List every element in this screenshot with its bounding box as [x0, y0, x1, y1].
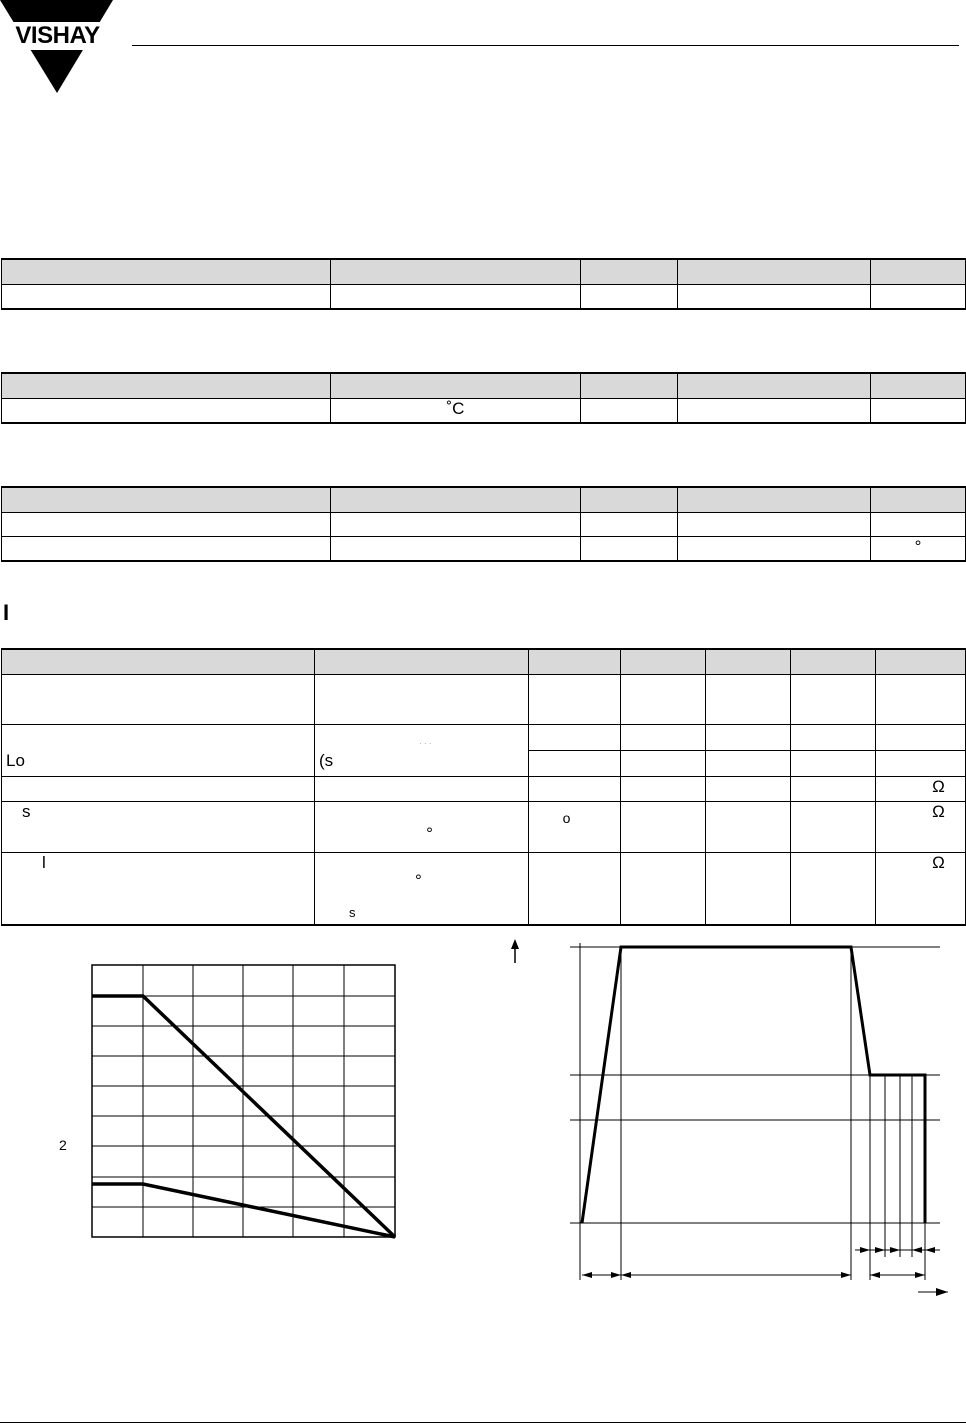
parameter-cell: l: [2, 853, 315, 925]
y-axis-label: 2: [59, 1137, 67, 1153]
table-header-row: [2, 373, 966, 399]
vishay-logo: [0, 0, 115, 96]
table-cell: [2, 399, 331, 424]
table-cell: [581, 513, 678, 537]
table-cell: [678, 537, 871, 562]
condition-cell: °: [315, 802, 529, 853]
table-header-row: [2, 487, 966, 513]
section-heading: I: [3, 600, 10, 625]
spec-table-1: [1, 258, 966, 310]
table-row: [2, 853, 966, 925]
table-row: [2, 399, 966, 424]
table-header-row: [2, 259, 966, 285]
table-cell: [871, 285, 966, 310]
table-cell: [678, 285, 871, 310]
table-cell: [2, 537, 331, 562]
ohm-unit: Ω: [876, 802, 966, 853]
table-cell: [871, 399, 966, 424]
condition-cell: [315, 777, 529, 802]
table-cell: [331, 285, 581, 310]
condition-cell: [315, 725, 529, 777]
table-cell: [331, 513, 581, 537]
derating-graph: [50, 955, 410, 1250]
table-cell: [581, 399, 678, 424]
condition-text: °: [415, 871, 422, 890]
table-cell: [2, 285, 331, 310]
condition-text: (s: [319, 750, 334, 770]
condition-small-text: · · ·: [419, 739, 432, 748]
table-row: [2, 675, 966, 725]
pulse-diagram: [500, 935, 960, 1305]
degree-unit: °: [871, 537, 966, 562]
ohm-unit: Ω: [876, 853, 966, 925]
ohm-unit: Ω: [876, 777, 966, 802]
table-cell: [678, 399, 871, 424]
graph-grid: [92, 965, 395, 1237]
table-cell: [2, 513, 331, 537]
parameter-cell: s: [2, 802, 315, 853]
temperature-unit: ˚C: [331, 399, 581, 424]
table-row: [2, 537, 966, 562]
brand-name: VISHAY: [15, 22, 100, 49]
parameter-cell: Lo: [2, 725, 315, 777]
table-cell: [331, 537, 581, 562]
spec-table-3: [1, 486, 966, 562]
condition-cell: [315, 853, 529, 925]
table-row: [2, 513, 966, 537]
min-cell: o: [529, 802, 621, 853]
table-header-row: [2, 649, 966, 675]
header-rule: [132, 45, 959, 46]
condition-sub-text: s: [349, 905, 356, 920]
spec-table-2: [1, 372, 966, 424]
parameter-cell: [2, 777, 315, 802]
table-cell: [581, 537, 678, 562]
spec-table-4: [1, 648, 966, 926]
table-row: [2, 285, 966, 310]
table-row: [2, 777, 966, 802]
table-cell: [678, 513, 871, 537]
footer-rule: [0, 1422, 966, 1423]
dimension-arrows: [582, 1247, 948, 1296]
condition-cell: [315, 675, 529, 725]
table-row: [2, 725, 966, 751]
parameter-cell: [2, 675, 315, 725]
pulse-lines: [511, 939, 948, 1292]
table-cell: [871, 513, 966, 537]
table-cell: [581, 285, 678, 310]
table-row: [2, 802, 966, 853]
